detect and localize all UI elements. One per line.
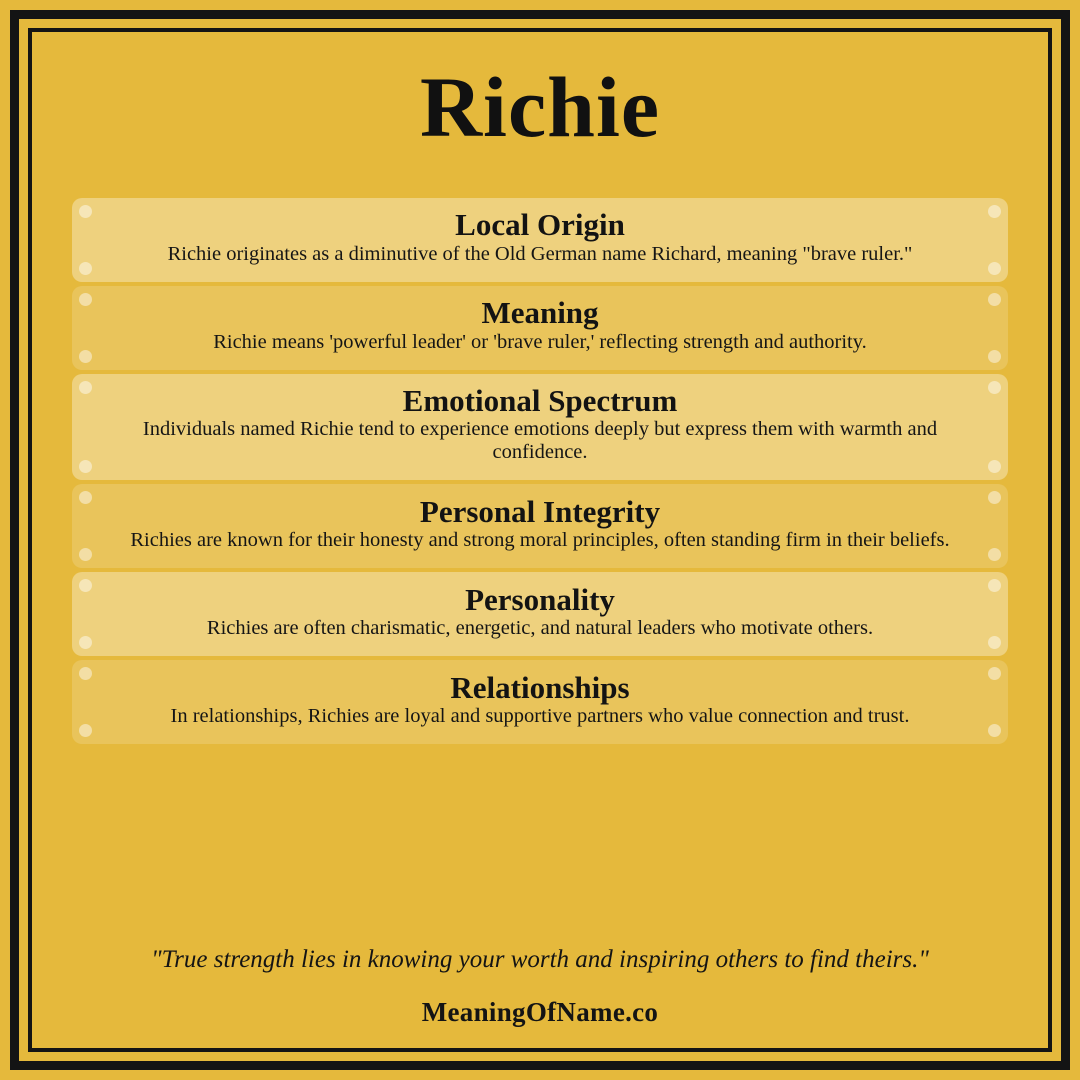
info-card-emotional-spectrum xyxy=(72,374,1008,480)
ribbon-dot-icon xyxy=(988,205,1001,218)
info-card-heading: Emotional Spectrum xyxy=(402,383,678,418)
ribbon-dot-icon xyxy=(988,548,1001,561)
ribbon-dot-icon xyxy=(988,293,1001,306)
info-card-heading: Personal Integrity xyxy=(419,493,661,529)
info-card-list xyxy=(72,198,1008,744)
ribbon-dot-icon xyxy=(988,350,1001,363)
info-card-heading: Relationships xyxy=(450,669,630,705)
info-card-heading: Personality xyxy=(465,581,615,617)
ribbon-dot-icon xyxy=(988,636,1001,649)
ribbon-dot-icon xyxy=(79,667,92,680)
quote-text: "True strength lies in knowing your worth and inspiring others to find theirs." xyxy=(151,946,929,973)
poster-footer xyxy=(72,945,1008,1046)
ribbon-dot-icon xyxy=(79,381,92,394)
ribbon-dot-icon xyxy=(988,491,1001,504)
info-card-relationships xyxy=(72,660,1008,744)
ribbon-dot-icon xyxy=(988,724,1001,737)
ribbon-dot-icon xyxy=(79,636,92,649)
ribbon-dot-icon xyxy=(79,724,92,737)
brand-name: MeaningOfName.co xyxy=(421,997,659,1027)
info-card-body: Richie means 'powerful leader' or 'brave ruler,' reflecting strength and authority. xyxy=(213,330,867,353)
page-title: Richie xyxy=(419,59,661,155)
ribbon-dot-icon xyxy=(988,262,1001,275)
info-card-body: In relationships, Richies are loyal and supportive partners who value connection and trust. xyxy=(170,705,910,728)
info-card-heading: Local Origin xyxy=(455,207,625,243)
ribbon-dot-icon xyxy=(79,460,92,473)
ribbon-dot-icon xyxy=(79,293,92,306)
info-card-personal-integrity xyxy=(72,484,1008,568)
info-card-body: Richies are known for their honesty and strong moral principles, often standing firm in their beliefs. xyxy=(130,529,950,552)
info-card-body: Richies are often charismatic, energetic, and natural leaders who motivate others. xyxy=(206,617,874,640)
ribbon-dot-icon xyxy=(988,667,1001,680)
info-card-personality xyxy=(72,572,1008,656)
ribbon-dot-icon xyxy=(988,579,1001,592)
ribbon-dot-icon xyxy=(79,579,92,592)
info-card-meaning xyxy=(72,286,1008,370)
poster-content xyxy=(34,34,1046,1046)
info-card-local-origin xyxy=(72,198,1008,282)
info-card-body: Individuals named Richie tend to experience emotions deeply but express them with warmth and confidence. xyxy=(142,418,938,464)
ribbon-dot-icon xyxy=(79,205,92,218)
ribbon-dot-icon xyxy=(79,350,92,363)
ribbon-dot-icon xyxy=(79,262,92,275)
ribbon-dot-icon xyxy=(79,548,92,561)
ribbon-dot-icon xyxy=(988,381,1001,394)
ribbon-dot-icon xyxy=(988,460,1001,473)
info-card-body: Richie originates as a diminutive of the Old German name Richard, meaning "brave ruler." xyxy=(167,242,913,265)
ribbon-dot-icon xyxy=(79,491,92,504)
info-card-heading: Meaning xyxy=(481,295,599,331)
